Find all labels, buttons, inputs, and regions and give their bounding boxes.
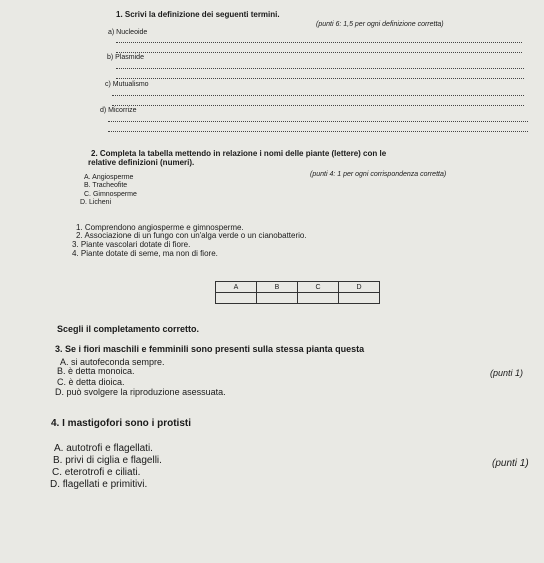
plant-d: D. Licheni xyxy=(80,199,112,206)
answer-line xyxy=(116,52,522,53)
q4-option-b[interactable]: B. privi di ciglia e flagelli. xyxy=(53,455,162,466)
definition-4: 4. Piante dotate di seme, ma non di fiore. xyxy=(72,249,218,258)
table-header-d: D xyxy=(339,282,380,293)
q2-title: 2. Completa la tabella mettendo in relazione i nomi delle piante (lettere) con le xyxy=(91,149,387,158)
table-answer-cell[interactable] xyxy=(257,293,298,304)
q4-title: 4. I mastigofori sono i protisti xyxy=(51,418,192,429)
answer-line xyxy=(116,78,524,79)
q1-term-d: d) Micorrize xyxy=(100,107,137,114)
q4-option-d[interactable]: D. flagellati e primitivi. xyxy=(50,479,148,490)
table-header-b: B xyxy=(257,282,298,293)
answer-line xyxy=(112,95,524,96)
table-answer-cell[interactable] xyxy=(339,293,380,304)
q3-title: 3. Se i fiori maschili e femminili sono presenti sulla stessa pianta questa xyxy=(55,344,365,354)
q3-option-c[interactable]: C. è detta dioica. xyxy=(57,377,125,387)
q1-points: (punti 6: 1,5 per ogni definizione corretta) xyxy=(316,21,444,28)
q4-option-a[interactable]: A. autotrofi e flagellati. xyxy=(54,443,153,454)
plant-c: C. Gimnosperme xyxy=(84,191,137,198)
q3-points: (punti 1) xyxy=(490,368,524,378)
table-header-c: C xyxy=(298,282,339,293)
answer-line xyxy=(116,42,522,43)
answer-line xyxy=(112,105,524,106)
answer-line xyxy=(108,121,528,122)
q2-title-continued: relative definizioni (numeri). xyxy=(88,158,195,167)
q4-points: (punti 1) xyxy=(492,458,529,469)
table-header-a: A xyxy=(216,282,257,293)
matching-table xyxy=(215,281,380,304)
definition-3: 3. Piante vascolari dotate di fiore. xyxy=(72,240,191,249)
answer-line xyxy=(108,131,528,132)
definition-2: 2. Associazione di un fungo con un'alga verde o un cianobatterio. xyxy=(76,231,307,240)
q2-points: (punti 4: 1 per ogni corrispondenza corretta) xyxy=(310,171,447,178)
plant-a: A. Angiosperme xyxy=(84,174,134,181)
answer-line xyxy=(116,68,524,69)
table-answer-cell[interactable] xyxy=(298,293,339,304)
definition-1: 1. Comprendono angiosperme e gimnosperme. xyxy=(76,223,244,232)
q1-term-b: b) Plasmide xyxy=(107,54,144,61)
q1-term-a: a) Nucleoide xyxy=(108,29,148,36)
section-instruction: Scegli il completamento corretto. xyxy=(57,324,200,334)
q3-option-b[interactable]: B. è detta monoica. xyxy=(57,366,135,376)
q3-option-a[interactable]: A. si autofeconda sempre. xyxy=(60,357,165,367)
q3-option-d[interactable]: D. può svolgere la riproduzione asessuata. xyxy=(55,387,226,397)
plant-b: B. Tracheofite xyxy=(84,182,128,189)
q4-option-c[interactable]: C. eterotrofi e ciliati. xyxy=(52,467,141,478)
q1-title: 1. Scrivi la definizione dei seguenti termini. xyxy=(116,10,280,19)
table-answer-cell[interactable] xyxy=(216,293,257,304)
q1-term-c: c) Mutualismo xyxy=(105,81,149,88)
